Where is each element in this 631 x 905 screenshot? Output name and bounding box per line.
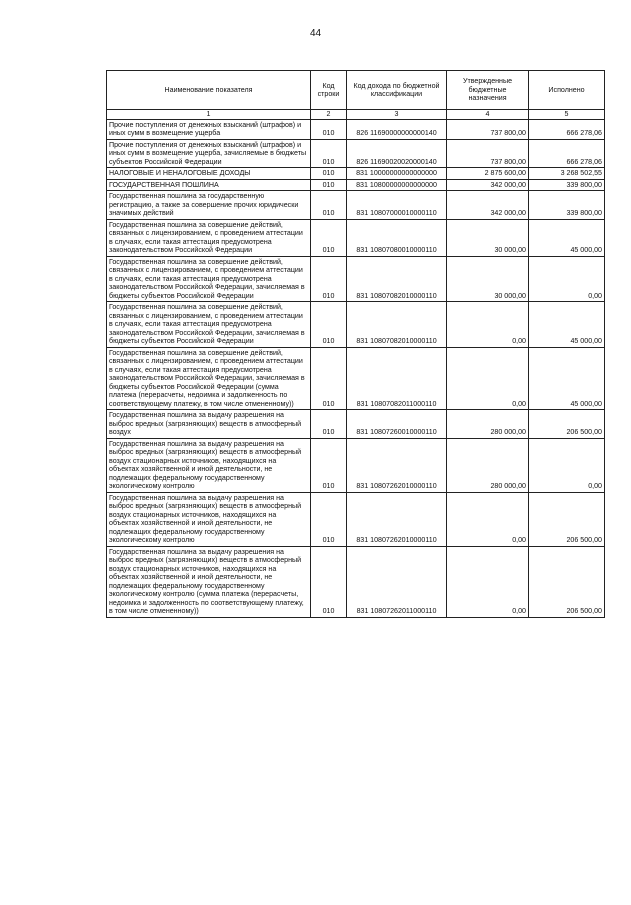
table-row bbox=[107, 546, 605, 617]
row-approved: 2 875 600,00 bbox=[447, 168, 529, 180]
row-line-code: 010 bbox=[311, 139, 347, 168]
table-row bbox=[107, 438, 605, 492]
row-line-code: 010 bbox=[311, 256, 347, 302]
column-number: 5 bbox=[529, 110, 605, 120]
row-revenue-code: 831 10807262010000110 bbox=[347, 438, 447, 492]
table-row bbox=[107, 302, 605, 348]
row-executed: 666 278,06 bbox=[529, 119, 605, 139]
row-approved: 280 000,00 bbox=[447, 410, 529, 439]
row-executed: 339 800,00 bbox=[529, 191, 605, 220]
row-line-code: 010 bbox=[311, 119, 347, 139]
row-name: Государственная пошлина за государственную регистрацию, а также за совершение прочих юридически значимых действий bbox=[107, 191, 311, 220]
row-line-code: 010 bbox=[311, 410, 347, 439]
table-header-row bbox=[107, 71, 605, 110]
column-number: 2 bbox=[311, 110, 347, 120]
row-approved: 342 000,00 bbox=[447, 191, 529, 220]
table-row bbox=[107, 119, 605, 139]
row-executed: 0,00 bbox=[529, 256, 605, 302]
row-executed: 206 500,00 bbox=[529, 546, 605, 617]
row-line-code: 010 bbox=[311, 546, 347, 617]
row-revenue-code: 831 10807000010000110 bbox=[347, 191, 447, 220]
row-revenue-code: 831 10000000000000000 bbox=[347, 168, 447, 180]
row-executed: 45 000,00 bbox=[529, 219, 605, 256]
row-name: Государственная пошлина за совершение действий, связанных с лицензированием, с проведением аттестации в случаях, если такая аттестация предусмотрена законодательством Российской Федерации, зачисляемая в бюджеты субъектов Российской Федерации bbox=[107, 302, 311, 348]
row-executed: 0,00 bbox=[529, 438, 605, 492]
table-row bbox=[107, 410, 605, 439]
row-approved: 280 000,00 bbox=[447, 438, 529, 492]
row-approved: 0,00 bbox=[447, 302, 529, 348]
row-name: Государственная пошлина за совершение действий, связанных с лицензированием, с проведением аттестации в случаях, если такая аттестация предусмотрена законодательством Российской Федерации, зачисляемая в бюджеты субъектов Российской Федерации (сумма платежа (перерасчеты, недоимка и задолженность по соответствующему платежу, в том числе отмененному)) bbox=[107, 347, 311, 410]
row-approved: 737 800,00 bbox=[447, 119, 529, 139]
row-revenue-code: 831 10807080010000110 bbox=[347, 219, 447, 256]
row-revenue-code: 831 10807082011000110 bbox=[347, 347, 447, 410]
row-name: Государственная пошлина за выдачу разрешения на выброс вредных (загрязняющих) веществ в атмосферный воздух bbox=[107, 410, 311, 439]
table-row bbox=[107, 168, 605, 180]
column-numbers-row bbox=[107, 110, 605, 120]
page-number: 44 bbox=[309, 28, 322, 39]
row-executed: 45 000,00 bbox=[529, 302, 605, 348]
row-line-code: 010 bbox=[311, 302, 347, 348]
row-revenue-code: 826 11690020020000140 bbox=[347, 139, 447, 168]
row-name: Государственная пошлина за выдачу разрешения на выброс вредных (загрязняющих) веществ в атмосферный воздух стационарных источников, находящихся на объектах хозяйственной и иной деятельности, не подлежащих федеральному государственному экологическому контролю bbox=[107, 492, 311, 546]
row-executed: 3 268 502,55 bbox=[529, 168, 605, 180]
row-approved: 0,00 bbox=[447, 347, 529, 410]
row-revenue-code: 831 10807260010000110 bbox=[347, 410, 447, 439]
row-name: ГОСУДАРСТВЕННАЯ ПОШЛИНА bbox=[107, 179, 311, 191]
table-row bbox=[107, 347, 605, 410]
row-revenue-code: 831 10807262010000110 bbox=[347, 492, 447, 546]
row-executed: 206 500,00 bbox=[529, 492, 605, 546]
row-executed: 206 500,00 bbox=[529, 410, 605, 439]
table-row bbox=[107, 191, 605, 220]
row-approved: 737 800,00 bbox=[447, 139, 529, 168]
row-approved: 0,00 bbox=[447, 546, 529, 617]
row-line-code: 010 bbox=[311, 168, 347, 180]
table-row bbox=[107, 139, 605, 168]
row-name: НАЛОГОВЫЕ И НЕНАЛОГОВЫЕ ДОХОДЫ bbox=[107, 168, 311, 180]
row-name: Государственная пошлина за совершение действий, связанных с лицензированием, с проведением аттестации в случаях, если такая аттестация предусмотрена законодательством Российской Федерации bbox=[107, 219, 311, 256]
row-name: Государственная пошлина за выдачу разрешения на выброс вредных (загрязняющих) веществ в атмосферный воздух стационарных источников, находящихся на объектах хозяйственной и иной деятельности, не подлежащих федеральному государственному экологическому контролю (сумма платежа (перерасчеты, недоимка и задолженность по соответствующему платежу, в том числе отмененному)) bbox=[107, 546, 311, 617]
row-name: Прочие поступления от денежных взысканий (штрафов) и иных сумм в возмещение ущерба, зачисляемые в бюджеты субъектов Российской Федерации bbox=[107, 139, 311, 168]
header-revenue-code: Код дохода по бюджетной классификации bbox=[347, 71, 447, 110]
row-revenue-code: 831 10807082010000110 bbox=[347, 256, 447, 302]
row-line-code: 010 bbox=[311, 492, 347, 546]
table-row bbox=[107, 492, 605, 546]
row-revenue-code: 831 10807082010000110 bbox=[347, 302, 447, 348]
table-row bbox=[107, 256, 605, 302]
row-line-code: 010 bbox=[311, 179, 347, 191]
row-name: Прочие поступления от денежных взысканий (штрафов) и иных сумм в возмещение ущерба bbox=[107, 119, 311, 139]
header-approved: Утвержденные бюджетные назначения bbox=[447, 71, 529, 110]
row-name: Государственная пошлина за совершение действий, связанных с лицензированием, с проведением аттестации в случаях, если такая аттестация предусмотрена законодательством Российской Федерации, зачисляемая в бюджеты субъектов Российской Федерации bbox=[107, 256, 311, 302]
header-executed: Исполнено bbox=[529, 71, 605, 110]
row-line-code: 010 bbox=[311, 438, 347, 492]
row-line-code: 010 bbox=[311, 191, 347, 220]
row-approved: 342 000,00 bbox=[447, 179, 529, 191]
row-line-code: 010 bbox=[311, 219, 347, 256]
row-name: Государственная пошлина за выдачу разрешения на выброс вредных (загрязняющих) веществ в атмосферный воздух стационарных источников, находящихся на объектах хозяйственной и иной деятельности, не подлежащих федеральному государственному экологическому контролю bbox=[107, 438, 311, 492]
row-executed: 45 000,00 bbox=[529, 347, 605, 410]
row-approved: 30 000,00 bbox=[447, 219, 529, 256]
column-number: 4 bbox=[447, 110, 529, 120]
row-revenue-code: 831 10807262011000110 bbox=[347, 546, 447, 617]
row-revenue-code: 831 10800000000000000 bbox=[347, 179, 447, 191]
header-name: Наименование показателя bbox=[107, 71, 311, 110]
row-executed: 339 800,00 bbox=[529, 179, 605, 191]
row-approved: 0,00 bbox=[447, 492, 529, 546]
row-revenue-code: 826 11690000000000140 bbox=[347, 119, 447, 139]
table-row bbox=[107, 219, 605, 256]
row-line-code: 010 bbox=[311, 347, 347, 410]
column-number: 3 bbox=[347, 110, 447, 120]
row-executed: 666 278,06 bbox=[529, 139, 605, 168]
row-approved: 30 000,00 bbox=[447, 256, 529, 302]
table-row bbox=[107, 179, 605, 191]
column-number: 1 bbox=[107, 110, 311, 120]
header-line-code: Код строки bbox=[311, 71, 347, 110]
revenue-table bbox=[106, 70, 605, 618]
